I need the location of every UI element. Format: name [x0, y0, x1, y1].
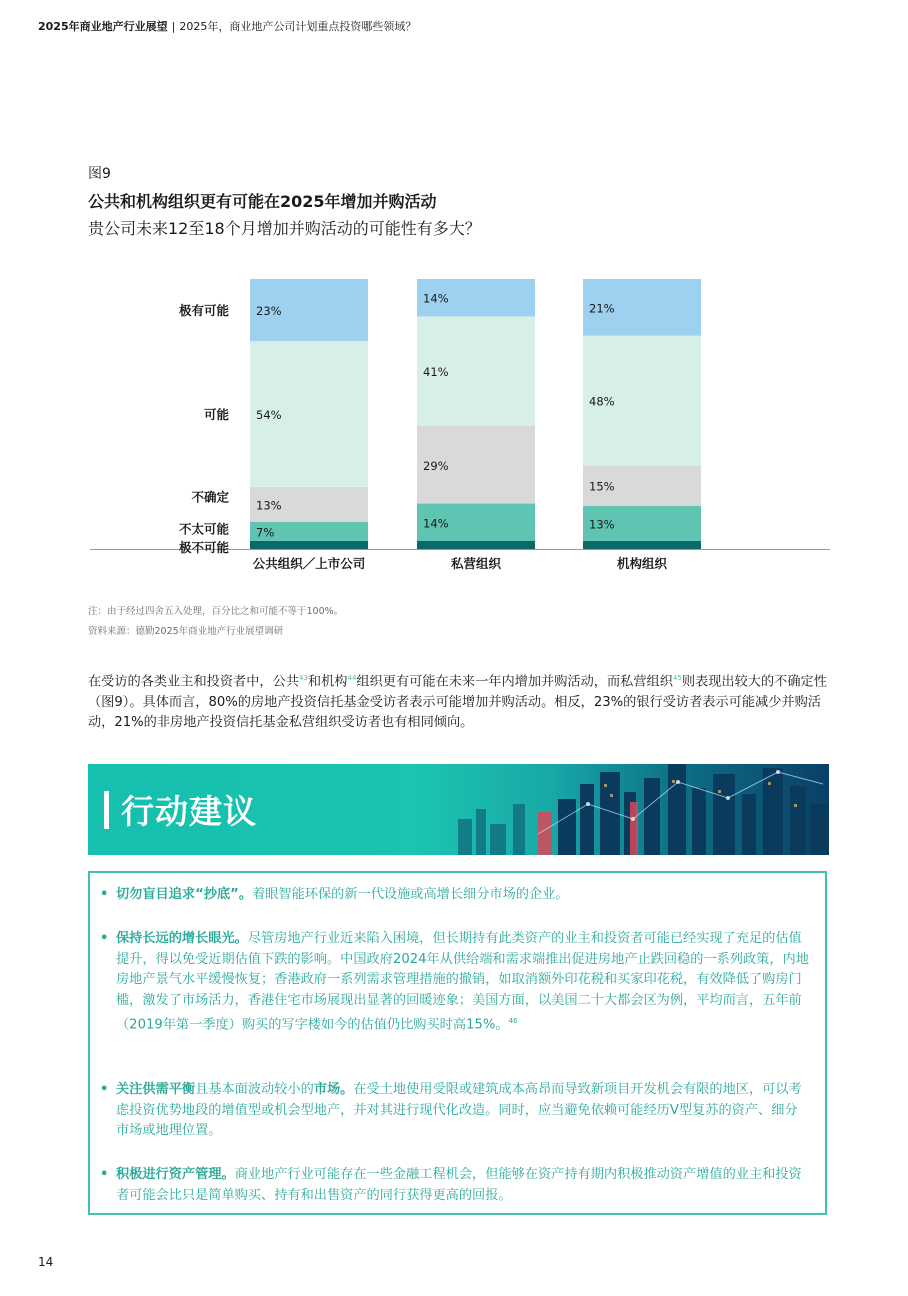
body-paragraph: 在受访的各类业主和投资者中，公共$^{43}$和机构$^{44}$组织更有可能在未来一年内增加并购活动，而私营组织$^{45}$则表现出较大的不确定性（图9）。具体而言，80%的房地产投资信托基金受访者表示可能增加并购活动。相反，23%的银行受访者表示可能减少并购活动，21%的非房地产投资信托基金私营组织受访者也有相同倾向。: [88, 674, 827, 731]
data-label: 41%: [423, 365, 449, 380]
legend-label: 极不可能: [178, 539, 229, 555]
figure-title: 公共和机构组织更有可能在2025年增加并购活动: [88, 192, 437, 211]
recommendation-item: • 关注供需平衡且基本面波动较小的市场。在受土地使用受限或建筑成本高昂而导致新项目开发机会有限的地区，可以考虑投资优势地段的增值型或机会型地产，并对其进行现代化改造。同时，应当避免依赖可能经历V型复苏的资产、细分市场或地理位置。: [100, 1082, 802, 1138]
bar-segment: [250, 541, 368, 549]
header-separator: |: [171, 20, 176, 33]
recommendations-box: [88, 871, 827, 1215]
chart-source: 资料来源：德勤2025年商业地产行业展望调研: [88, 626, 284, 637]
banner-title: 行动建议: [121, 792, 257, 831]
page-number: 14: [38, 1255, 54, 1269]
bullet: •: [100, 887, 109, 902]
action-banner: [88, 764, 829, 855]
banner-accent-bar: [104, 791, 109, 829]
stacked-bar-chart: [0, 268, 908, 578]
footnote-ref: 46: [508, 1017, 518, 1025]
data-label: 14%: [423, 291, 449, 306]
city-skyline-illustration: [418, 764, 829, 855]
report-title: 2025年商业地产行业展望: [38, 20, 168, 33]
legend-label: 不太可能: [178, 521, 229, 537]
bullet: •: [100, 1167, 109, 1182]
data-label: 13%: [256, 498, 282, 513]
recommendation-item: • 积极进行资产管理。商业地产行业可能存在一些金融工程机会，但能够在资产持有期内积极推动资产增值的业主和投资者可能会比只是简单购买、持有和出售资产的同行获得更高的回报。: [100, 1167, 802, 1203]
bullet: •: [100, 931, 109, 946]
footnote-ref: 45: [672, 674, 682, 682]
recommendation-item: • 切勿盲目追求“抄底”。着眼智能环保的新一代设施或高增长细分市场的企业。: [100, 885, 810, 906]
section-title: 2025年，商业地产公司计划重点投资哪些领域？: [179, 20, 417, 33]
data-label: 13%: [589, 517, 615, 532]
data-label: 54%: [256, 408, 282, 422]
data-label: 21%: [589, 301, 615, 316]
bar-segment: [583, 541, 701, 549]
footnote-ref: 43: [299, 674, 308, 682]
footnote-ref: 44: [347, 674, 357, 682]
data-label: 7%: [256, 525, 275, 540]
category-label: 公共组织／上市公司: [252, 556, 366, 571]
data-label: 15%: [589, 479, 615, 494]
legend-label: 可能: [203, 407, 229, 422]
category-label: 私营组织: [450, 556, 502, 571]
bar-segment: [417, 541, 535, 549]
data-label: 48%: [589, 394, 615, 409]
figure-subtitle: 贵公司未来12至18个月增加并购活动的可能性有多大？: [88, 219, 481, 238]
bullet: •: [100, 1082, 109, 1097]
figure-label: 图9: [88, 166, 111, 182]
legend-label: 不确定: [191, 489, 229, 505]
recommendation-item: • 保持长远的增长眼光。尽管房地产行业近来陷入困境，但长期持有此类资产的业主和投资者可能已经实现了充足的估值提升，得以免受近期估值下跌的影响。中国政府2024年从供给端和需求端推出促进房地产止跌回稳的一系列政策，内地房地产景气水平缓慢恢复；香港政府一系列需求管理措施的撤销，如取消额外印花税和买家印花税，有效降低了购房门槛，激发了市场活力，香港住宅市场展现出显著的回暖迹象；美国方面，以美国二十大都会区为例，平均而言，五年前（2019年第一季度）购买的写字楼如今的估值仍比购买时高15%。$^{46}$: [100, 931, 809, 1033]
legend-label: 极有可能: [178, 303, 229, 319]
running-header: [38, 18, 416, 34]
data-label: 23%: [256, 304, 282, 319]
category-label: 机构组织: [616, 556, 668, 571]
data-label: 29%: [423, 458, 449, 473]
chart-note: 注：由于经过四舍五入处理，百分比之和可能不等于100%。: [88, 606, 344, 617]
data-label: 14%: [423, 516, 449, 531]
